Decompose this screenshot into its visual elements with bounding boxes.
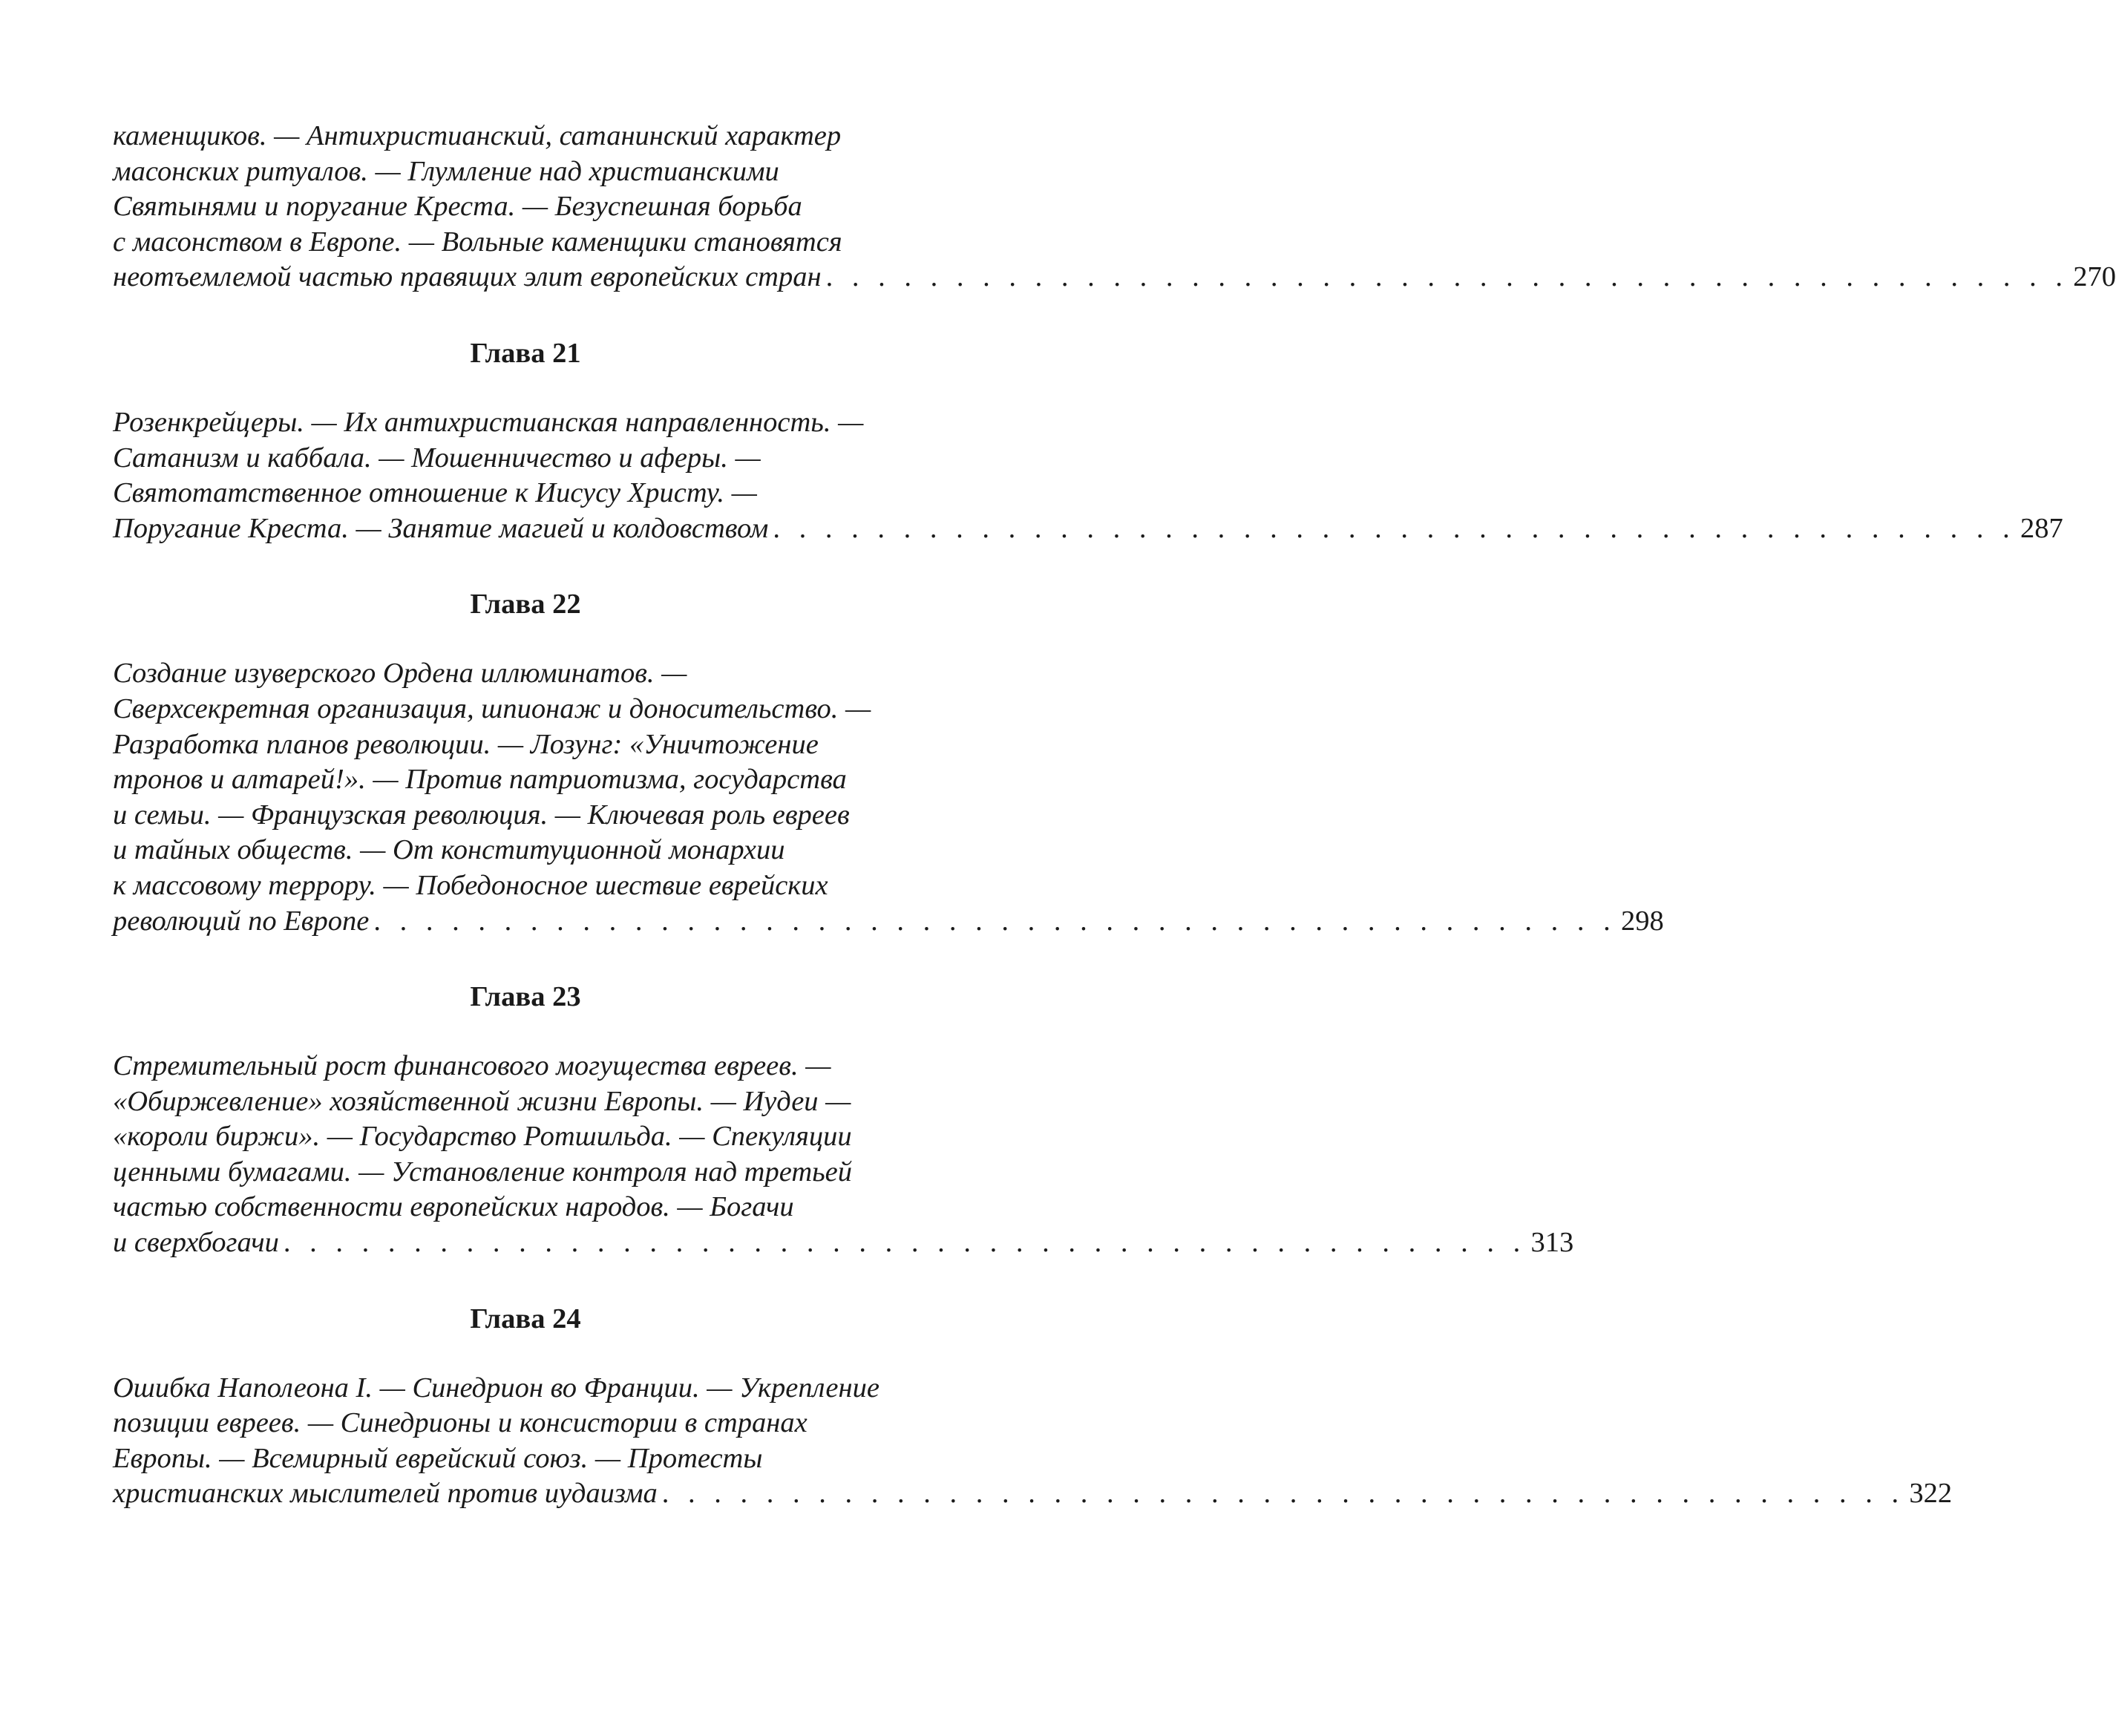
chapter-heading: Глава 24 bbox=[470, 1303, 581, 1334]
text-line: частью собственности европейских народов. — Богачи bbox=[113, 1191, 794, 1223]
last-line-with-page: Поругание Креста. — Занятие магией и колдовством . . . . . . . . . . . . . . . . . . . . . . . . . . . . . . . . . . . . . . . . . . . . . . . . 287 bbox=[113, 511, 938, 547]
text-line: и тайных обществ. — От конституционной монархии bbox=[113, 834, 785, 866]
dot-leader: . . . . . . . . . . . . . . . . . . . . . . . . . . . . . . . . . . . . . . . . . . . . . . . . bbox=[825, 261, 2068, 293]
toc-entry-chapter-22 bbox=[113, 586, 1664, 939]
dot-leader: . . . . . . . . . . . . . . . . . . . . . . . . . . . . . . . . . . . . . . . . . . . . . . . . bbox=[283, 1227, 1527, 1259]
page-number: 287 bbox=[2020, 512, 2063, 544]
last-line-with-page: неотъемлемой частью правящих элит европейских стран . . . . . . . . . . . . . . . . . . . . . . . . . . . . . . . . . . . . . . . . . . . . . . . . 270 bbox=[113, 260, 938, 295]
entry-description bbox=[113, 1049, 1574, 1261]
chapter-heading: Глава 22 bbox=[470, 589, 581, 620]
toc-entry-chapter-23 bbox=[113, 979, 1574, 1261]
last-line-with-page: и сверхбогачи . . . . . . . . . . . . . . . . . . . . . . . . . . . . . . . . . . . . . . . . . . . . . . . . 313 bbox=[113, 1225, 938, 1261]
text-line: Розенкрейцеры. — Их антихристианская направленность. — bbox=[113, 406, 864, 438]
toc-entry-chapter-20-continued bbox=[113, 119, 2116, 295]
text-line: «короли биржи». — Государство Ротшильда. — Спекуляции bbox=[113, 1121, 852, 1153]
text-line: Создание изуверского Ордена иллюминатов. — bbox=[113, 658, 687, 690]
chapter-heading: Глава 23 bbox=[470, 981, 581, 1013]
text-line: «Обиржевление» хозяйственной жизни Европы. — Иудеи — bbox=[113, 1085, 851, 1117]
text-line: Ошибка Наполеона I. — Синедрион во Франции. — Укрепление bbox=[113, 1372, 880, 1403]
entry-description bbox=[113, 119, 2116, 295]
text-line: масонских ритуалов. — Глумление над христианскими bbox=[113, 155, 779, 187]
dot-leader: . . . . . . . . . . . . . . . . . . . . . . . . . . . . . . . . . . . . . . . . . . . . . . . . bbox=[773, 512, 2016, 544]
text-line: Европы. — Всемирный еврейский союз. — Протесты bbox=[113, 1442, 763, 1474]
table-of-contents bbox=[113, 119, 2116, 1512]
page-number: 313 bbox=[1530, 1227, 1574, 1259]
chapter-heading: Глава 21 bbox=[470, 337, 581, 369]
text-line: Разработка планов революции. — Лозунг: «Уничтожение bbox=[113, 728, 819, 760]
text-line: позиции евреев. — Синедрионы и консистории в странах bbox=[113, 1407, 808, 1439]
entry-description bbox=[113, 1371, 1953, 1512]
text-line: Сатанизм и каббала. — Мошенничество и аферы. — bbox=[113, 442, 761, 474]
page-number: 270 bbox=[2073, 261, 2116, 293]
text-line: и семьи. — Французская революция. — Ключевая роль евреев bbox=[113, 799, 850, 831]
entry-description bbox=[113, 656, 1664, 939]
text-line: ценными бумагами. — Установление контроля над третьей bbox=[113, 1156, 852, 1188]
page-number: 298 bbox=[1620, 905, 1664, 937]
page-number: 322 bbox=[1909, 1478, 1953, 1510]
text-line: с масонством в Европе. — Вольные каменщики становятся bbox=[113, 226, 842, 258]
last-line-with-page: революций по Европе . . . . . . . . . . . . . . . . . . . . . . . . . . . . . . . . . . . . . . . . . . . . . . . . 298 bbox=[113, 904, 938, 940]
dot-leader: . . . . . . . . . . . . . . . . . . . . . . . . . . . . . . . . . . . . . . . . . . . . . . . . bbox=[373, 905, 1617, 937]
text-line: тронов и алтарей!». — Против патриотизма, государства bbox=[113, 764, 847, 796]
entry-description bbox=[113, 405, 2063, 546]
text-line: Стремительный рост финансового могущества евреев. — bbox=[113, 1050, 831, 1082]
toc-entry-chapter-24 bbox=[113, 1301, 1953, 1512]
text-line: Святотатственное отношение к Иисусу Христу. — bbox=[113, 477, 757, 509]
text-line: Святынями и поругание Креста. — Безуспешная борьба bbox=[113, 191, 802, 223]
text-line: Сверхсекретная организация, шпионаж и доносительство. — bbox=[113, 692, 871, 724]
toc-entry-chapter-21 bbox=[113, 335, 2063, 546]
last-line-with-page: христианских мыслителей против иудаизма . . . . . . . . . . . . . . . . . . . . . . . . . . . . . . . . . . . . . . . . . . . . . . . . 322 bbox=[113, 1476, 938, 1512]
dot-leader: . . . . . . . . . . . . . . . . . . . . . . . . . . . . . . . . . . . . . . . . . . . . . . . . bbox=[661, 1478, 1905, 1510]
text-line: каменщиков. — Антихристианский, сатанинский характер bbox=[113, 120, 842, 151]
text-line: к массовому террору. — Победоносное шествие еврейских bbox=[113, 869, 828, 901]
